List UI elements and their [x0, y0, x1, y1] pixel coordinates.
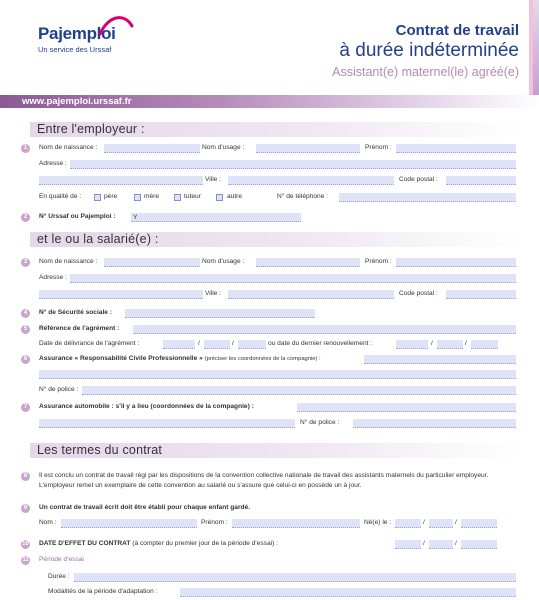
checkbox-mere[interactable]: [134, 194, 141, 201]
employer-ville-field[interactable]: [228, 176, 394, 185]
effet-year-field[interactable]: [461, 540, 497, 549]
label-code-postal: Code postal :: [399, 176, 438, 183]
delivrance-day-field[interactable]: [163, 340, 195, 349]
label-tuteur: tuteur: [184, 193, 201, 200]
label-autre: autre: [227, 193, 243, 200]
employer-adresse-field[interactable]: [70, 160, 516, 169]
employer-adresse-line2-field[interactable]: [39, 176, 203, 185]
label-nom: Nom :: [39, 519, 57, 526]
auto-insurance-field[interactable]: [297, 403, 516, 412]
title-line-3: Assistant(e) maternel(le) agréé(e): [332, 65, 519, 79]
date-separator: /: [431, 340, 433, 347]
item-number: 6: [21, 355, 30, 364]
employee-nom-usage-field[interactable]: [256, 258, 360, 267]
employer-nom-naissance-field[interactable]: [104, 144, 200, 153]
logo-name: Pajemploi: [38, 24, 116, 43]
item-number: 8: [21, 472, 30, 481]
child-nom-field[interactable]: [61, 519, 197, 528]
item-number: 11: [22, 557, 29, 563]
date-separator: /: [198, 340, 200, 347]
employer-prenom-field[interactable]: [396, 144, 516, 153]
effet-day-field[interactable]: [395, 540, 421, 549]
employee-adresse-line2-field[interactable]: [39, 290, 203, 299]
renouvellement-year-field[interactable]: [471, 340, 498, 349]
employee-prenom-field[interactable]: [396, 258, 516, 267]
label-duree: Durée :: [48, 573, 70, 580]
employee-secu-field[interactable]: [125, 309, 315, 318]
rc-pro-note: (préciser les coordonnées de la compagnie) :: [204, 356, 321, 362]
date-separator: /: [465, 340, 467, 347]
label-police: N° de police :: [39, 386, 79, 393]
label-secu: N° de Sécurité sociale :: [39, 309, 112, 316]
convention-paragraph: Il est conclu un contrat de travail régi par les dispositions de la convention collective nationale de travail des assistants maternels du particulier employeur. L'employeur remet un exemplaire de cette convention au salarié ou s'assure que celui-ci en possède un à jour.: [39, 472, 489, 489]
page-header: [0, 0, 539, 95]
label-prenom: Prénom :: [201, 519, 228, 526]
date-separator: /: [423, 519, 425, 526]
label-police: N° de police :: [300, 419, 340, 426]
date-separator: /: [455, 519, 457, 526]
child-birth-day-field[interactable]: [395, 519, 421, 528]
label-telephone: N° de téléphone :: [277, 193, 329, 200]
label-periode-essai: Période d'essai: [39, 556, 84, 563]
child-birth-year-field[interactable]: [461, 519, 497, 528]
label-date-effet: [39, 539, 278, 549]
section-title-employer: Entre l'employeur :: [37, 122, 145, 136]
date-separator: /: [232, 340, 234, 347]
rc-pro-line2-field[interactable]: [39, 370, 516, 379]
document-title: [332, 22, 519, 79]
section-title-employee: et le ou la salarié(e) :: [37, 232, 159, 246]
item-number: 3: [21, 258, 30, 267]
swoosh-icon: [96, 12, 136, 38]
label-rc-pro: [39, 354, 321, 364]
checkbox-autre[interactable]: [216, 194, 223, 201]
employee-ville-field[interactable]: [228, 290, 394, 299]
child-prenom-field[interactable]: [232, 519, 360, 528]
url-bar: [0, 95, 539, 108]
website-url[interactable]: www.pajemploi.urssaf.fr: [22, 96, 132, 107]
label-nom-naissance: Nom de naissance :: [39, 144, 98, 151]
label-prenom: Prénom :: [365, 258, 392, 265]
auto-police-field[interactable]: [353, 419, 516, 428]
date-separator: /: [423, 540, 425, 547]
rc-pro-label: Assurance « Responsabilité Civile Professionnelle »: [39, 355, 203, 362]
employee-code-postal-field[interactable]: [446, 290, 516, 299]
item-number: 7: [21, 403, 30, 412]
item-number: 5: [21, 325, 30, 334]
label-date-delivrance: Date de délivrance de l'agrément :: [39, 340, 140, 347]
label-ou-date: ou date du dernier renouvellement :: [268, 340, 373, 347]
title-line-2: à durée indéterminée: [339, 40, 519, 61]
item-number: 10: [22, 541, 29, 547]
label-adresse: Adresse :: [39, 274, 67, 281]
label-adresse: Adresse :: [39, 160, 67, 167]
item-number: 9: [21, 504, 30, 513]
rc-pro-field[interactable]: [364, 355, 516, 364]
item-number: 1: [21, 144, 30, 153]
label-nom-naissance: Nom de naissance :: [39, 258, 98, 265]
employee-adresse-field[interactable]: [70, 274, 516, 283]
logo-subtitle: Un service des Urssaf: [38, 45, 112, 54]
checkbox-tuteur[interactable]: [174, 194, 181, 201]
urssaf-value: Y: [133, 214, 138, 221]
label-ne-le: Né(e) le :: [364, 519, 392, 526]
date-effet-label: DATE D'EFFET DU CONTRAT: [39, 540, 131, 547]
label-auto: Assurance automobile : s'il y a lieu (coordonnées de la compagnie) :: [39, 403, 254, 410]
label-mere: mère: [144, 193, 160, 200]
label-en-qualite: En qualité de :: [39, 193, 82, 200]
auto-insurance-line2-field[interactable]: [39, 419, 295, 428]
child-birth-month-field[interactable]: [429, 519, 453, 528]
adaptation-modalites-field[interactable]: [180, 588, 516, 597]
label-nom-usage: Nom d'usage :: [202, 144, 245, 151]
section-title-terms: Les termes du contrat: [37, 443, 163, 457]
employee-nom-naissance-field[interactable]: [104, 258, 200, 267]
effet-month-field[interactable]: [429, 540, 453, 549]
rc-pro-police-field[interactable]: [82, 386, 516, 395]
title-line-1: Contrat de travail: [395, 22, 519, 39]
employer-nom-usage-field[interactable]: [256, 144, 360, 153]
employer-telephone-field[interactable]: [339, 193, 516, 202]
label-nom-usage: Nom d'usage :: [202, 258, 245, 265]
label-ville: Ville :: [205, 176, 222, 183]
label-prenom: Prénom :: [365, 144, 392, 151]
label-ville: Ville :: [205, 290, 222, 297]
label-agrement: Référence de l'agrément :: [39, 325, 120, 332]
label-modalites: Modalités de la période d'adaptation :: [48, 588, 158, 595]
checkbox-pere[interactable]: [94, 194, 101, 201]
renouvellement-month-field[interactable]: [437, 340, 463, 349]
delivrance-year-field[interactable]: [238, 340, 266, 349]
label-code-postal: Code postal :: [399, 290, 438, 297]
decor-stripe: [533, 0, 539, 95]
essai-duree-field[interactable]: [74, 573, 516, 582]
item-number: 2: [21, 213, 30, 222]
employer-urssaf-field[interactable]: [131, 213, 301, 222]
employee-agrement-field[interactable]: [133, 325, 516, 334]
employer-code-postal-field[interactable]: [446, 176, 516, 185]
label-urssaf: N° Urssaf ou Pajemploi :: [39, 213, 116, 220]
item-number: 4: [21, 309, 30, 318]
label-pere: père: [104, 193, 118, 200]
pajemploi-logo: [38, 24, 116, 54]
renouvellement-day-field[interactable]: [396, 340, 428, 349]
label-contrat-ecrit: Un contrat de travail écrit doit être établi pour chaque enfant gardé.: [39, 504, 251, 511]
date-effet-note: (à compter du premier jour de la période d'essai) :: [132, 540, 278, 547]
delivrance-month-field[interactable]: [204, 340, 230, 349]
date-separator: /: [455, 540, 457, 547]
